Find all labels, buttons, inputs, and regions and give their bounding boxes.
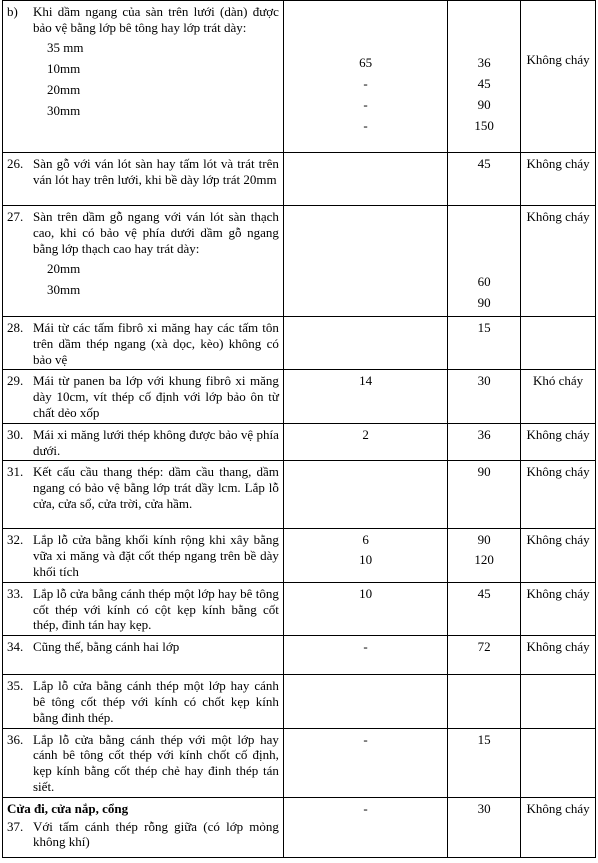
row-number: 31. (7, 464, 24, 480)
sub-item: 30mm (47, 282, 81, 298)
column-b-cell (448, 1, 521, 153)
sub-item: 20mm (47, 261, 81, 277)
column-b-cell (448, 206, 521, 317)
value: 60 (477, 274, 491, 289)
description-cell (3, 582, 284, 635)
description-cell (3, 370, 284, 423)
row-text: Mái từ các tấm fibrô xi măng hay các tấm tôn trên dầm thép ngang (xà dọc, kèo) không có bảo vệ (33, 320, 279, 367)
column-a-cell: 10 (283, 582, 447, 635)
row-number: 28. (7, 320, 24, 335)
table-row (3, 797, 596, 857)
description-cell (3, 636, 284, 675)
description-cell (3, 728, 284, 797)
table-row (3, 153, 596, 206)
description-cell (3, 317, 284, 370)
table-row (3, 529, 596, 582)
table-row (3, 423, 596, 461)
section-heading: Cửa đi, cửa nắp, cổng (7, 800, 129, 816)
row-text: Cũng thế, bằng cánh hai lớp (33, 639, 180, 655)
column-b-cell: 15 (448, 728, 521, 797)
column-c-cell: Không cháy (521, 461, 596, 529)
value: 90 (477, 295, 491, 310)
column-c-cell: Không cháy (521, 636, 596, 675)
table-row (3, 582, 596, 635)
value: 10 (359, 552, 373, 568)
table-row (3, 317, 596, 370)
column-a-cell (283, 153, 447, 206)
column-b-cell: 36 (448, 423, 521, 461)
sub-item: 35 mm (47, 39, 84, 55)
description-cell (3, 206, 284, 317)
row-number: 30. (7, 426, 24, 442)
row-text: Mái từ panen ba lớp với khung fibrô xi măng dày 10cm, vít thép cố định với lớp bảo ôn từ chất dẻo xốp (33, 373, 279, 420)
table-row (3, 461, 596, 529)
column-a-cell (283, 317, 447, 370)
value: - (363, 118, 368, 133)
column-c-cell: Không cháy (521, 582, 596, 635)
row-text: Với tấm cánh thép rỗng giữa (có lớp mỏng không khí) (33, 818, 279, 850)
description-cell (3, 529, 284, 582)
column-b-cell: 45 (448, 582, 521, 635)
column-a-cell (283, 529, 447, 582)
value: 150 (474, 118, 494, 133)
row-number: 26. (7, 156, 24, 171)
sub-item: 10mm (47, 60, 81, 76)
column-a-cell: - (283, 728, 447, 797)
column-c-cell: Không cháy (521, 153, 596, 206)
table-row (3, 636, 596, 675)
row-number: 32. (7, 532, 24, 548)
value: 65 (359, 55, 373, 70)
row-number: 27. (7, 209, 24, 224)
value: 36 (477, 55, 491, 70)
column-a-cell: - (283, 797, 447, 857)
column-a-cell (283, 206, 447, 317)
column-c-cell (521, 728, 596, 797)
description-cell (3, 423, 284, 461)
row-number: 35. (7, 678, 24, 694)
value: 90 (477, 532, 491, 548)
value: Không cháy (526, 52, 590, 67)
column-c-cell (521, 675, 596, 728)
row-text: Lắp lỗ cửa bằng cánh thép với một lớp hay cánh bê tông cốt thép với kính chốt cố định, kẹp kính bằng cốt thép chẻ hay đinh thép tán siết. (33, 731, 279, 794)
row-text: Mái xi măng lưới thép không được bảo vệ phía dưới. (33, 426, 279, 458)
row-text: Lắp lỗ cửa bằng khối kính rộng khi xây bằng vữa xi măng và đặt cốt thép ngang trên bề dày khối tích (33, 532, 279, 579)
value: 90 (477, 97, 491, 112)
row-number: 29. (7, 373, 24, 389)
column-b-cell: 30 (448, 797, 521, 857)
column-a-cell (283, 675, 447, 728)
column-b-cell (448, 675, 521, 728)
value: 120 (474, 552, 494, 568)
table-row (3, 370, 596, 423)
description-cell (3, 461, 284, 529)
description-cell (3, 675, 284, 728)
column-c-cell: Không cháy (521, 797, 596, 857)
description-cell (3, 153, 284, 206)
sub-item: 20mm (47, 81, 81, 97)
column-a-cell: - (283, 636, 447, 675)
row-text: Khi dầm ngang của sàn trên lưới (dàn) được bảo vệ bằng lớp bê tông hay lớp trát dày: (33, 4, 279, 35)
value: - (363, 76, 368, 91)
description-cell (3, 797, 284, 857)
column-c-cell (521, 1, 596, 153)
column-a-cell (283, 461, 447, 529)
row-number: 37. (7, 818, 24, 834)
row-text: Lắp lỗ cửa bằng cánh thép một lớp hay cánh bê tông cốt thép với kính có chốt kẹp kính bằng đinh thép. (33, 678, 279, 725)
sub-item: 30mm (47, 102, 81, 118)
column-c-cell: Khó cháy (521, 370, 596, 423)
column-b-cell (448, 529, 521, 582)
column-a-cell (283, 1, 447, 153)
row-text: Sàn trên dầm gỗ ngang với ván lót sàn thạch cao, khi có bảo vệ phía dưới dầm gỗ ngang bằng lớp thạch cao hay trát dày: (33, 209, 279, 256)
row-number: 36. (7, 731, 24, 747)
column-c-cell: Không cháy (521, 529, 596, 582)
table-row (3, 1, 596, 153)
table-row (3, 206, 596, 317)
row-text: Lắp lỗ cửa bằng cánh thép một lớp hay bê tông cốt thép với kính có cột kẹp kính bằng cốt thép, đinh tán hay kẹp. (33, 585, 279, 633)
description-cell (3, 1, 284, 153)
column-c-cell: Không cháy (521, 423, 596, 461)
table-row (3, 728, 596, 797)
value: 6 (362, 532, 369, 548)
value: 45 (477, 76, 491, 91)
column-a-cell: 2 (283, 423, 447, 461)
column-b-cell: 30 (448, 370, 521, 423)
row-number: 33. (7, 585, 24, 601)
column-c-cell (521, 317, 596, 370)
fire-resistance-table (2, 0, 596, 858)
row-number: b) (7, 4, 18, 19)
row-text: Sàn gỗ với ván lót sàn hay tấm lót và trát trên ván lót hay trên lưới, khi bề dày lớp trát 20mm (33, 156, 279, 187)
value: - (363, 97, 368, 112)
table-row (3, 675, 596, 728)
column-b-cell: 72 (448, 636, 521, 675)
column-c-cell: Không cháy (521, 206, 596, 317)
column-a-cell: 14 (283, 370, 447, 423)
row-text: Kết cấu cầu thang thép: dầm cầu thang, dầm ngang có bảo vệ bằng lớp trát dầy lcm. Lắp lỗ cửa, cửa sổ, cửa trời, cửa hầm. (33, 464, 279, 511)
row-number: 34. (7, 639, 24, 655)
column-b-cell: 15 (448, 317, 521, 370)
column-b-cell: 90 (448, 461, 521, 529)
column-b-cell: 45 (448, 153, 521, 206)
